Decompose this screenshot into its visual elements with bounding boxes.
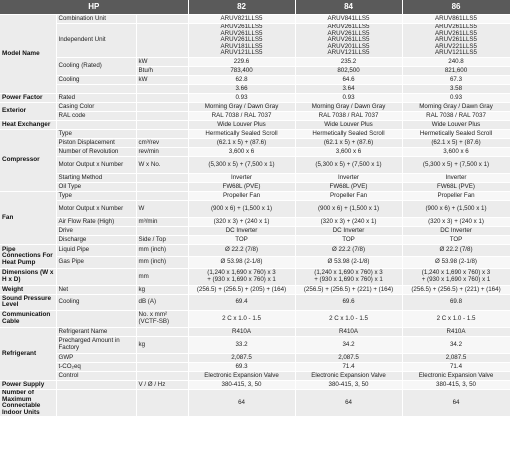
row-label: Rated: [56, 93, 136, 102]
value-cell: 240.8: [402, 57, 510, 66]
value-cell: (5,300 x 5) + (7,500 x 1): [188, 156, 295, 173]
row-unit: mm (inch): [136, 244, 188, 256]
row-label: [56, 380, 136, 389]
table-row: [0, 353, 510, 362]
row-unit: kW: [136, 57, 188, 66]
value-cell: FW68L (PVE): [402, 182, 510, 191]
table-row: [0, 217, 510, 226]
row-category: Power Supply: [0, 380, 56, 389]
row-category: Dimensions (W x H x D): [0, 268, 56, 285]
table-row: [0, 24, 510, 58]
value-cell: 69.4: [188, 294, 295, 310]
value-cell: Hermetically Sealed Scroll: [188, 129, 295, 138]
row-category: Exterior: [0, 102, 56, 120]
table-row: [0, 191, 510, 200]
row-category: Model Name: [0, 15, 56, 94]
value-cell: 64: [188, 389, 295, 416]
header-row: [0, 0, 510, 15]
row-unit: [136, 173, 188, 182]
table-row: [0, 362, 510, 371]
value-cell: DC Inverter: [402, 226, 510, 235]
value-cell: 69.6: [295, 294, 402, 310]
value-cell: (900 x 6) + (1,500 x 1): [188, 200, 295, 217]
row-unit: [136, 15, 188, 24]
table-row: [0, 138, 510, 147]
value-cell: DC Inverter: [295, 226, 402, 235]
row-label: Starting Method: [56, 173, 136, 182]
row-unit: V / Ø / Hz: [136, 380, 188, 389]
value-cell: TOP: [295, 235, 402, 244]
row-category: Weight: [0, 285, 56, 294]
value-cell: Wide Louver Plus: [188, 120, 295, 129]
table-row: [0, 268, 510, 285]
row-category: Refrigerant: [0, 327, 56, 380]
row-label: Type: [56, 191, 136, 200]
table-row: [0, 380, 510, 389]
row-label: RAL code: [56, 111, 136, 120]
table-row: [0, 57, 510, 66]
value-cell: (256.5) + (256.5) + (221) + (164): [295, 285, 402, 294]
table-row: [0, 93, 510, 102]
row-label: Oil Type: [56, 182, 136, 191]
row-unit: mm: [136, 268, 188, 285]
row-label: Net: [56, 285, 136, 294]
row-category: Communication Cable: [0, 310, 56, 327]
row-unit: [136, 226, 188, 235]
value-cell: 2,087.5: [295, 353, 402, 362]
value-cell: 3.58: [402, 84, 510, 93]
value-cell: Morning Gray / Dawn Gray: [402, 102, 510, 111]
table-row: [0, 75, 510, 84]
row-label: Discharge: [56, 235, 136, 244]
value-cell: 380-415, 3, 50: [295, 380, 402, 389]
table-row: [0, 327, 510, 336]
row-label: [56, 268, 136, 285]
value-cell: 3,600 x 6: [402, 147, 510, 156]
spec-body: [0, 15, 510, 417]
table-row: [0, 310, 510, 327]
value-cell: (256.5) + (256.5) + (221) + (164): [402, 285, 510, 294]
value-cell: Ø 22.2 (7/8): [295, 244, 402, 256]
row-category: Power Factor: [0, 93, 56, 102]
value-cell: (62.1 x 5) + (87.6): [402, 138, 510, 147]
row-label: Motor Output x Number: [56, 156, 136, 173]
row-unit: No. x mm² (VCTF-SB): [136, 310, 188, 327]
row-label: Air Flow Rate (High): [56, 217, 136, 226]
value-cell: (256.5) + (256.5) + (205) + (164): [188, 285, 295, 294]
row-unit: [136, 111, 188, 120]
model-84-header: 84: [295, 0, 402, 15]
value-cell: Wide Louver Plus: [402, 120, 510, 129]
row-unit: W x No.: [136, 156, 188, 173]
row-category: Compressor: [0, 129, 56, 191]
value-cell: Ø 53.98 (2-1/8): [402, 256, 510, 268]
table-row: [0, 336, 510, 353]
value-cell: ARUV861LLS5: [402, 15, 510, 24]
value-cell: Ø 22.2 (7/8): [402, 244, 510, 256]
row-label: [56, 389, 136, 416]
value-cell: (5,300 x 5) + (7,500 x 1): [402, 156, 510, 173]
row-category: Heat Exchanger: [0, 120, 56, 129]
table-row: [0, 156, 510, 173]
value-cell: 0.93: [402, 93, 510, 102]
row-category: Pipe Connections For Heat Pump: [0, 244, 56, 268]
value-cell: Morning Gray / Dawn Gray: [188, 102, 295, 111]
row-label: Precharged Amount in Factory: [56, 336, 136, 353]
value-cell: ARUV821LLS5: [188, 15, 295, 24]
value-cell: R410A: [188, 327, 295, 336]
value-cell: TOP: [188, 235, 295, 244]
value-cell: 71.4: [295, 362, 402, 371]
table-row: [0, 200, 510, 217]
table-row: [0, 84, 510, 93]
row-label: Drive: [56, 226, 136, 235]
value-cell: 3,600 x 6: [295, 147, 402, 156]
row-unit: W: [136, 200, 188, 217]
value-cell: 34.2: [295, 336, 402, 353]
table-row: [0, 244, 510, 256]
table-row: [0, 256, 510, 268]
value-cell: 33.2: [188, 336, 295, 353]
row-unit: mm (inch): [136, 256, 188, 268]
value-cell: 802,500: [295, 66, 402, 75]
hp-header: HP: [0, 0, 188, 15]
value-cell: 3.66: [188, 84, 295, 93]
value-cell: FW68L (PVE): [295, 182, 402, 191]
value-cell: 783,400: [188, 66, 295, 75]
row-unit: kg: [136, 336, 188, 353]
table-row: [0, 285, 510, 294]
value-cell: Morning Gray / Dawn Gray: [295, 102, 402, 111]
row-label: Piston Displacement: [56, 138, 136, 147]
table-row: [0, 15, 510, 24]
row-label: Combination Unit: [56, 15, 136, 24]
value-cell: (900 x 6) + (1,500 x 1): [402, 200, 510, 217]
row-label: Liquid Pipe: [56, 244, 136, 256]
row-category: Sound Pressure Level: [0, 294, 56, 310]
row-label: [56, 120, 136, 129]
value-cell: 0.93: [295, 93, 402, 102]
value-cell: 71.4: [402, 362, 510, 371]
row-unit: [136, 24, 188, 58]
value-cell: (320 x 3) + (240 x 1): [188, 217, 295, 226]
row-unit: cm³/rev: [136, 138, 188, 147]
value-cell: Propeller Fan: [402, 191, 510, 200]
value-cell: Ø 53.98 (2-1/8): [295, 256, 402, 268]
row-unit: rev/min: [136, 147, 188, 156]
value-cell: Inverter: [188, 173, 295, 182]
row-label: Type: [56, 129, 136, 138]
row-unit: [136, 84, 188, 93]
row-label: GWP: [56, 353, 136, 362]
row-label: Casing Color: [56, 102, 136, 111]
row-label: Independent Unit: [56, 24, 136, 58]
row-unit: [136, 120, 188, 129]
value-cell: 64: [295, 389, 402, 416]
value-cell: Ø 22.2 (7/8): [188, 244, 295, 256]
value-cell: (62.1 x 5) + (87.6): [295, 138, 402, 147]
value-cell: FW68L (PVE): [188, 182, 295, 191]
value-cell: (1,240 x 1,690 x 760) x 3 + (930 x 1,690 x 760) x 1: [188, 268, 295, 285]
table-row: [0, 235, 510, 244]
value-cell: 229.6: [188, 57, 295, 66]
row-label: Cooling (Rated): [56, 57, 136, 75]
row-label: Cooling: [56, 294, 136, 310]
value-cell: 380-415, 3, 50: [402, 380, 510, 389]
row-label: [56, 84, 136, 93]
table-row: [0, 389, 510, 416]
value-cell: R410A: [295, 327, 402, 336]
value-cell: (900 x 6) + (1,500 x 1): [295, 200, 402, 217]
row-unit: kW: [136, 75, 188, 84]
table-row: [0, 147, 510, 156]
row-unit: [136, 93, 188, 102]
row-label: [56, 310, 136, 327]
row-unit: [136, 191, 188, 200]
row-unit: Btu/h: [136, 66, 188, 75]
value-cell: RAL 7038 / RAL 7037: [295, 111, 402, 120]
row-unit: kg: [136, 285, 188, 294]
table-row: [0, 120, 510, 129]
value-cell: TOP: [402, 235, 510, 244]
row-unit: [136, 371, 188, 380]
row-label: Refrigerant Name: [56, 327, 136, 336]
table-row: [0, 371, 510, 380]
model-86-header: 86: [402, 0, 510, 15]
row-unit: [136, 389, 188, 416]
value-cell: 3,600 x 6: [188, 147, 295, 156]
row-unit: [136, 102, 188, 111]
value-cell: DC Inverter: [188, 226, 295, 235]
value-cell: Inverter: [402, 173, 510, 182]
row-unit: dB (A): [136, 294, 188, 310]
value-cell: 0.93: [188, 93, 295, 102]
value-cell: 67.3: [402, 75, 510, 84]
value-cell: 2 C x 1.0 - 1.5: [295, 310, 402, 327]
model-82-header: 82: [188, 0, 295, 15]
value-cell: 34.2: [402, 336, 510, 353]
table-row: [0, 102, 510, 111]
value-cell: 2 C x 1.0 - 1.5: [188, 310, 295, 327]
value-cell: 2,087.5: [188, 353, 295, 362]
value-cell: RAL 7038 / RAL 7037: [188, 111, 295, 120]
value-cell: 235.2: [295, 57, 402, 66]
value-cell: 64.6: [295, 75, 402, 84]
row-label: Cooling: [56, 75, 136, 84]
table-row: [0, 129, 510, 138]
row-unit: [136, 129, 188, 138]
row-unit: m³/min: [136, 217, 188, 226]
value-cell: Hermetically Sealed Scroll: [402, 129, 510, 138]
value-cell: (1,240 x 1,690 x 760) x 3 + (930 x 1,690 x 760) x 1: [402, 268, 510, 285]
value-cell: Propeller Fan: [295, 191, 402, 200]
row-category: Fan: [0, 191, 56, 244]
value-cell: (62.1 x 5) + (87.6): [188, 138, 295, 147]
value-cell: 69.8: [402, 294, 510, 310]
row-label: Gas Pipe: [56, 256, 136, 268]
value-cell: 3.64: [295, 84, 402, 93]
table-row: [0, 111, 510, 120]
row-category: Number of Maximum Connectable Indoor Units: [0, 389, 56, 416]
row-unit: [136, 182, 188, 191]
value-cell: ARUV261LLS5 ARUV261LLS5 ARUV261LLS5 ARUV181LLS5 ARUV121LLS5: [188, 24, 295, 58]
value-cell: 64: [402, 389, 510, 416]
table-row: [0, 294, 510, 310]
value-cell: (1,240 x 1,690 x 760) x 3 + (930 x 1,690 x 760) x 1: [295, 268, 402, 285]
row-label: Motor Output x Number: [56, 200, 136, 217]
row-unit: Side / Top: [136, 235, 188, 244]
table-row: [0, 182, 510, 191]
value-cell: Propeller Fan: [188, 191, 295, 200]
value-cell: Ø 53.98 (2-1/8): [188, 256, 295, 268]
value-cell: 69.3: [188, 362, 295, 371]
value-cell: 821,600: [402, 66, 510, 75]
value-cell: R410A: [402, 327, 510, 336]
value-cell: 2 C x 1.0 - 1.5: [402, 310, 510, 327]
value-cell: ARUV841LLS5: [295, 15, 402, 24]
row-unit: [136, 353, 188, 362]
row-label: Control: [56, 371, 136, 380]
value-cell: (5,300 x 5) + (7,500 x 1): [295, 156, 402, 173]
row-unit: [136, 362, 188, 371]
value-cell: 2,087.5: [402, 353, 510, 362]
table-row: [0, 226, 510, 235]
value-cell: Hermetically Sealed Scroll: [295, 129, 402, 138]
value-cell: Electronic Expansion Valve: [402, 371, 510, 380]
value-cell: 380-415, 3, 50: [188, 380, 295, 389]
value-cell: Wide Louver Plus: [295, 120, 402, 129]
value-cell: Electronic Expansion Valve: [188, 371, 295, 380]
value-cell: RAL 7038 / RAL 7037: [402, 111, 510, 120]
value-cell: 62.8: [188, 75, 295, 84]
value-cell: (320 x 3) + (240 x 1): [295, 217, 402, 226]
value-cell: Inverter: [295, 173, 402, 182]
row-label: Number of Revolution: [56, 147, 136, 156]
row-label: t-CO₂eq: [56, 362, 136, 371]
value-cell: Electronic Expansion Valve: [295, 371, 402, 380]
value-cell: (320 x 3) + (240 x 1): [402, 217, 510, 226]
table-row: [0, 173, 510, 182]
value-cell: ARUV261LLS5 ARUV261LLS5 ARUV261LLS5 ARUV201LLS5 ARUV121LLS5: [295, 24, 402, 58]
row-unit: [136, 327, 188, 336]
value-cell: ARUV261LLS5 ARUV261LLS5 ARUV261LLS5 ARUV221LLS5 ARUV121LLS5: [402, 24, 510, 58]
